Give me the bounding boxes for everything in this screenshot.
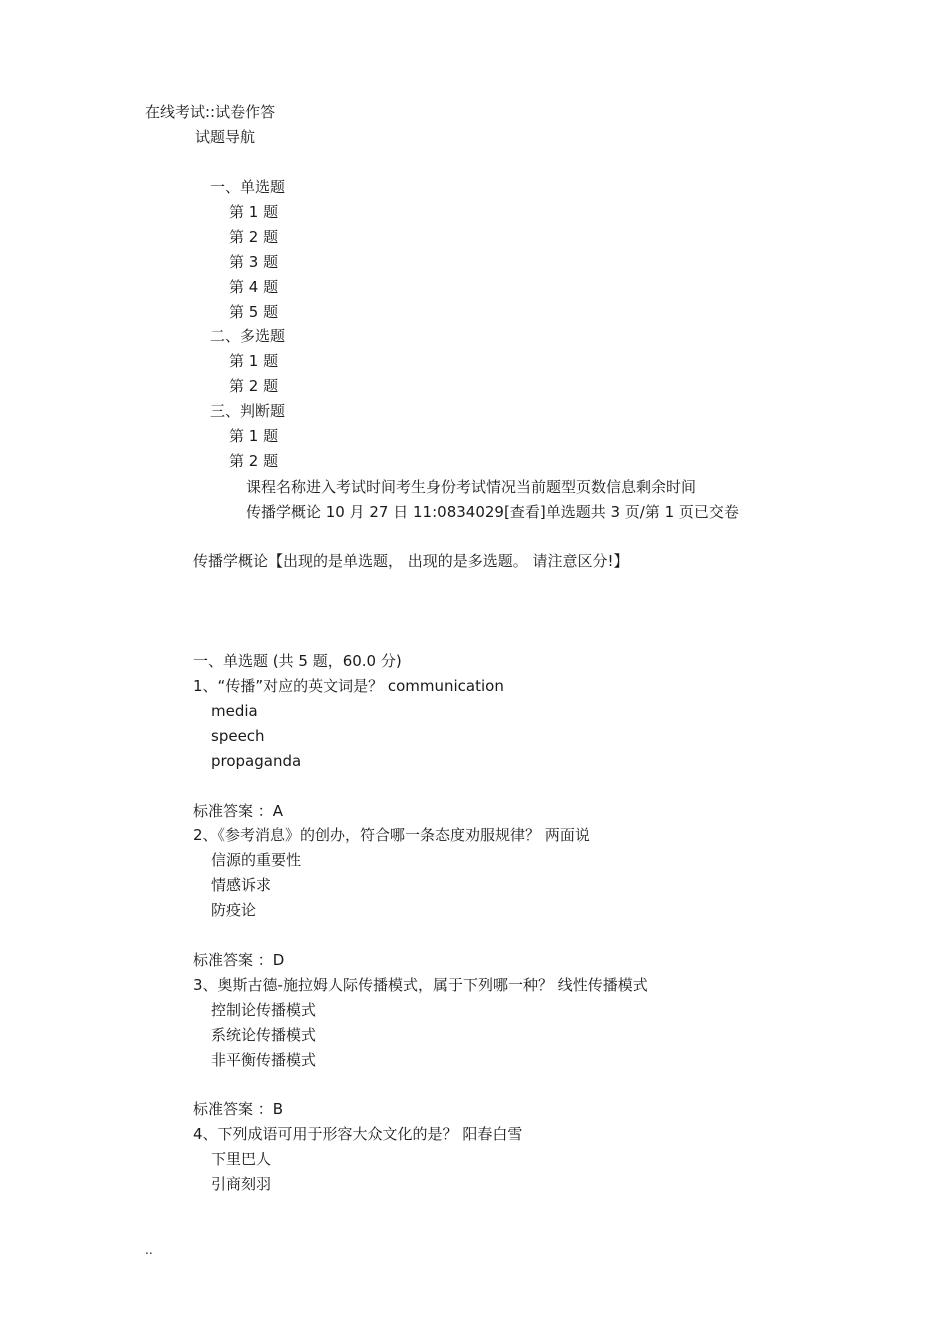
answer-option[interactable]: media xyxy=(211,701,258,720)
answer-option[interactable]: 下里巴人 xyxy=(211,1150,272,1169)
question-stem: 2、《参考消息》的创办，符合哪一条态度劝服规律？ 两面说 xyxy=(193,826,590,845)
standard-answer xyxy=(193,799,283,824)
footer-mark: .. xyxy=(145,1243,153,1257)
nav-title: 试题导航 xyxy=(195,128,256,146)
answer-value: D xyxy=(272,950,285,969)
info-header-row: 课程名称进入考试时间考生身份考试情况当前题型页数信息剩余时间 xyxy=(246,478,697,496)
question-stem: 1、“传播”对应的英文词是？ communication xyxy=(193,677,504,695)
nav-section-label: 二、多选题 xyxy=(210,327,286,346)
nav-question-link[interactable]: 第 4 题 xyxy=(229,277,279,296)
answer-option[interactable]: 防疫论 xyxy=(211,901,257,920)
answer-label: 标准答案 ： xyxy=(193,950,273,969)
answer-option[interactable]: propaganda xyxy=(211,751,302,770)
info-value-prefix: 传播学概论 10 月 27 日 11:0834029 xyxy=(246,503,504,521)
info-value-suffix: 单选题共 3 页/第 1 页已交卷 xyxy=(545,503,739,521)
answer-label: 标准答案 ： xyxy=(193,801,273,820)
question-stem: 4、下列成语可用于形容大众文化的是？ 阳春白雪 xyxy=(193,1125,523,1144)
standard-answer xyxy=(193,948,284,973)
exam-notice: 传播学概论【出现的是单选题， 出现的是多选题。 请注意区分!】 xyxy=(193,552,629,570)
answer-option[interactable]: 引商刻羽 xyxy=(211,1175,272,1193)
nav-question-link[interactable]: 第 2 题 xyxy=(229,227,279,246)
section-heading: 一、单选题 (共 5 题，60.0 分) xyxy=(193,652,402,670)
nav-question-link[interactable]: 第 1 题 xyxy=(229,202,279,221)
answer-value: B xyxy=(272,1100,284,1119)
answer-option[interactable]: 信源的重要性 xyxy=(211,851,302,870)
nav-question-link[interactable]: 第 2 题 xyxy=(229,377,279,396)
nav-question-link[interactable]: 第 2 题 xyxy=(229,451,279,470)
answer-option[interactable]: 非平衡传播模式 xyxy=(211,1050,317,1069)
nav-section-label: 一、单选题 xyxy=(210,178,286,196)
view-link[interactable]: [查看] xyxy=(503,503,546,521)
answer-label: 标准答案 ： xyxy=(193,1100,273,1119)
answer-option[interactable]: 情感诉求 xyxy=(211,876,272,895)
nav-question-link[interactable]: 第 5 题 xyxy=(229,302,279,321)
question-stem: 3、奥斯古德-施拉姆人际传播模式，属于下列哪一种？ 线性传播模式 xyxy=(193,975,648,994)
answer-option[interactable]: 系统论传播模式 xyxy=(211,1025,317,1044)
answer-value: A xyxy=(272,801,284,820)
answer-option[interactable]: 控制论传播模式 xyxy=(211,1000,317,1019)
standard-answer xyxy=(193,1097,283,1122)
page-title: 在线考试::试卷作答 xyxy=(145,103,276,121)
nav-question-link[interactable]: 第 1 题 xyxy=(229,352,279,371)
answer-option[interactable]: speech xyxy=(211,726,265,745)
nav-question-link[interactable]: 第 3 题 xyxy=(229,252,279,271)
nav-section-label: 三、判断题 xyxy=(210,402,286,421)
nav-question-link[interactable]: 第 1 题 xyxy=(229,427,279,445)
